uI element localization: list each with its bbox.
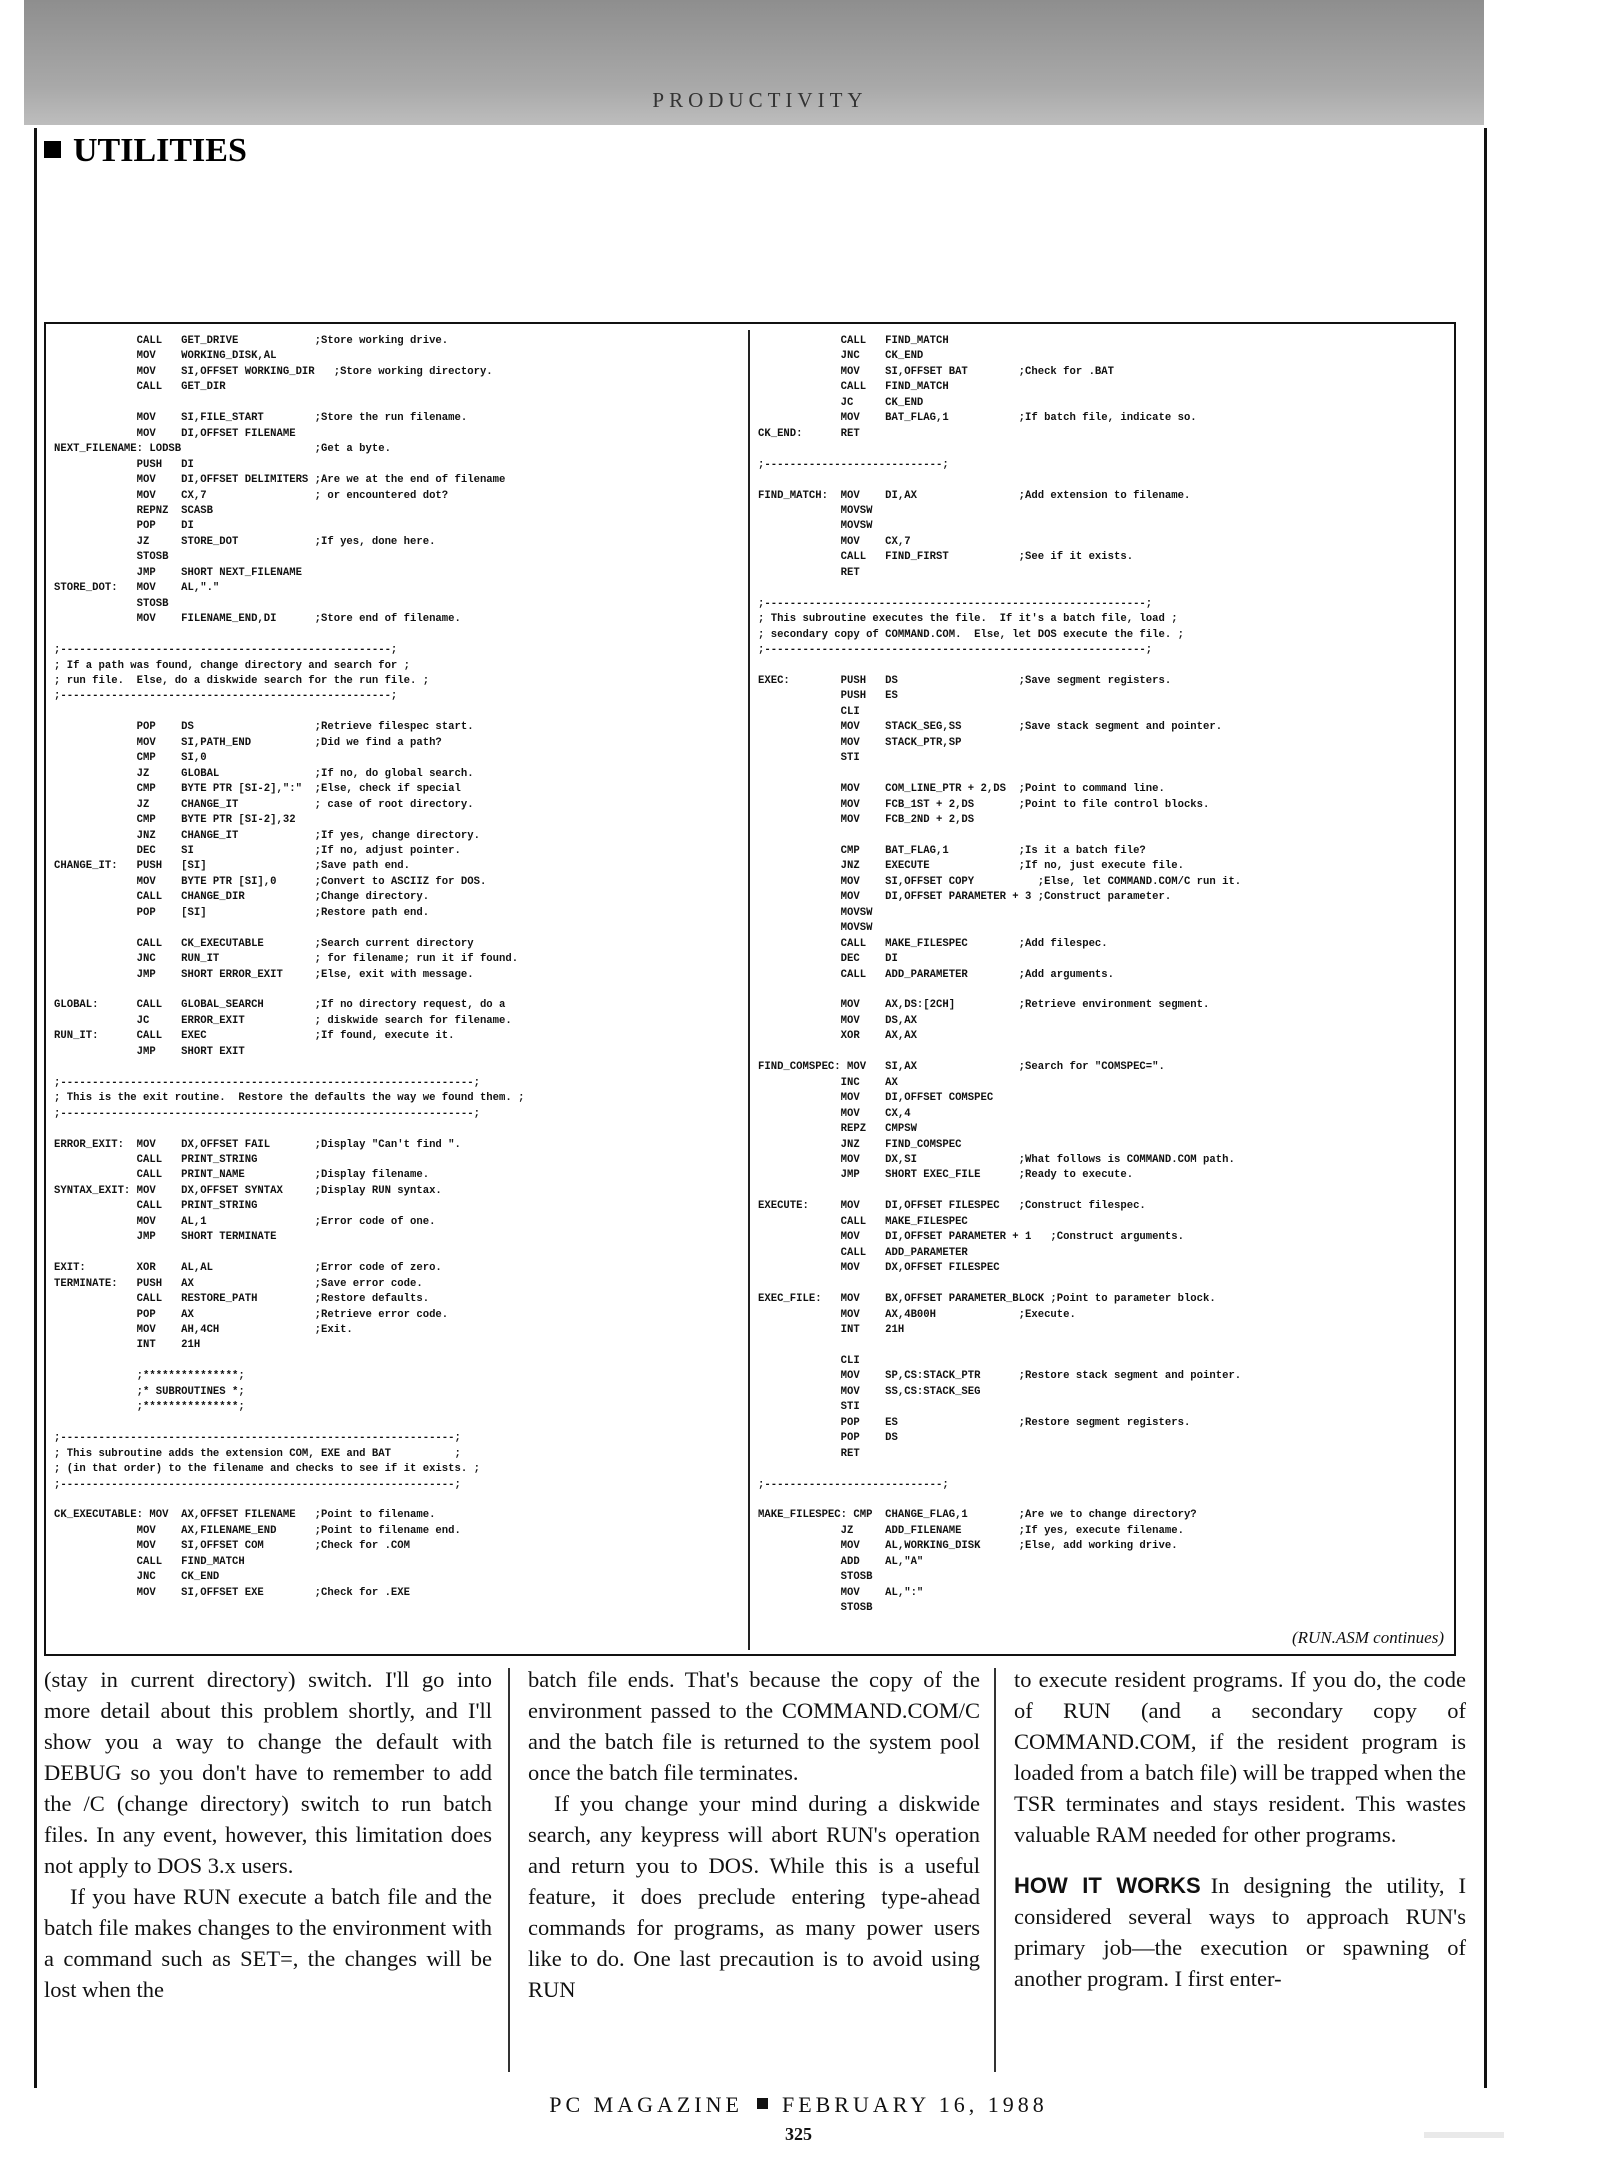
article-paragraph: If you change your mind during a diskwide search, any keypress will abort RUN's operation and return you to DOS. While this is a useful feature, it does preclude entering type-ahead commands for programs, as many power users like to do. One last precaution is to avoid using RUN bbox=[528, 1791, 980, 2002]
page-frame-left-rule bbox=[34, 128, 37, 2088]
page-number: 325 bbox=[785, 2124, 812, 2144]
code-listing-box bbox=[44, 322, 1456, 1656]
section-label: PRODUCTIVITY bbox=[652, 88, 868, 112]
code-listing-left-column: CALL GET_DRIVE ;Store working drive. MOV WORKING_DISK,AL MOV SI,OFFSET WORKING_DIR ;Store working directory. CALL GET_DIR MOV SI,FILE_START ;Store the run filename. MOV DI,OFFSET FILENAME NEXT_FILENAME: LODSB ;Get a byte. PUSH DI MOV DI,OFFSET DELIMITERS ;Are we at the end of filename MOV CX,7 ; or encountered dot? REPNZ SCASB POP DI JZ STORE_DOT ;If yes, done here. STOSB JMP SHORT NEXT_FILENAME STORE_DOT: MOV AL,"." STOSB MOV FILENAME_END,DI ;Store end of filename. ;----------------------------------------------------; ; If a path was found, change directory and search for ; ; run file. Else, do a diskwide search for the run file. ; ;----------------------------------------------------; POP DS ;Retrieve filespec start. MOV SI,PATH_END ;Did we find a path? CMP SI,0 JZ GLOBAL ;If no, do global search. CMP BYTE PTR [SI-2],":" ;Else, check if special JZ CHANGE_IT ; case of root directory. CMP BYTE PTR [SI-2],32 JNZ CHANGE_IT ;If yes, change directory. DEC SI ;If no, adjust pointer. CHANGE_IT: PUSH [SI] ;Save path end. MOV BYTE PTR [SI],0 ;Convert to ASCIIZ for DOS. CALL CHANGE_DIR ;Change directory. POP [SI] ;Restore path end. CALL CK_EXECUTABLE ;Search current directory JNC RUN_IT ; for filename; run it if found. JMP SHORT ERROR_EXIT ;Else, exit with message. GLOBAL: CALL GLOBAL_SEARCH ;If no directory request, do a JC ERROR_EXIT ; diskwide search for filename. RUN_IT: CALL EXEC ;If found, execute it. JMP SHORT EXIT ;-----------------------------------------------------------------; ; This is the exit routine. Restore the defaults the way we found them. ; ;-----------------------------------------------------------------; ERROR_EXIT: MOV DX,OFFSET FAIL ;Display "Can't find ". CALL PRINT_STRING CALL PRINT_NAME ;Display filename. SYNTAX_EXIT: MOV DX,OFFSET SYNTAX ;Display RUN syntax. CALL PRINT_STRING MOV AL,1 ;Error code of one. JMP SHORT TERMINATE EXIT: XOR AL,AL ;Error code of zero. TERMINATE: PUSH AX ;Save error code. CALL RESTORE_PATH ;Restore defaults. POP AX ;Retrieve error code. MOV AH,4CH ;Exit. INT 21H ;***************; ;* SUBROUTINES *; ;***************; ;--------------------------------------------------------------; ; This subroutine adds the extension COM, EXE and BAT ; ; (in that order) to the filename and checks to see if it exists. ; ;--------------------------------------------------------------; CK_EXECUTABLE: MOV AX,OFFSET FILENAME ;Point to filename. MOV AX,FILENAME_END ;Point to filename end. MOV SI,OFFSET COM ;Check for .COM CALL FIND_MATCH JNC CK_END MOV SI,OFFSET EXE ;Check for .EXE bbox=[54, 335, 525, 1599]
code-listing-right-column: CALL FIND_MATCH JNC CK_END MOV SI,OFFSET BAT ;Check for .BAT CALL FIND_MATCH JC CK_END MOV BAT_FLAG,1 ;If batch file, indicate so. CK_END: RET ;----------------------------; FIND_MATCH: MOV DI,AX ;Add extension to filename. MOVSW MOVSW MOV CX,7 CALL FIND_FIRST ;See if it exists. RET ;------------------------------------------------------------; ; This subroutine executes the file. If it's a batch file, load ; ; secondary copy of COMMAND.COM. Else, let DOS execute the file. ; ;------------------------------------------------------------; EXEC: PUSH DS ;Save segment registers. PUSH ES CLI MOV STACK_SEG,SS ;Save stack segment and pointer. MOV STACK_PTR,SP STI MOV COM_LINE_PTR + 2,DS ;Point to command line. MOV FCB_1ST + 2,DS ;Point to file control blocks. MOV FCB_2ND + 2,DS CMP BAT_FLAG,1 ;Is it a batch file? JNZ EXECUTE ;If no, just execute file. MOV SI,OFFSET COPY ;Else, let COMMAND.COM/C run it. MOV DI,OFFSET PARAMETER + 3 ;Construct parameter. MOVSW MOVSW CALL MAKE_FILESPEC ;Add filespec. DEC DI CALL ADD_PARAMETER ;Add arguments. MOV AX,DS:[2CH] ;Retrieve environment segment. MOV DS,AX XOR AX,AX FIND_COMSPEC: MOV SI,AX ;Search for "COMSPEC=". INC AX MOV DI,OFFSET COMSPEC MOV CX,4 REPZ CMPSW JNZ FIND_COMSPEC MOV DX,SI ;What follows is COMMAND.COM path. JMP SHORT EXEC_FILE ;Ready to execute. EXECUTE: MOV DI,OFFSET FILESPEC ;Construct filespec. CALL MAKE_FILESPEC MOV DI,OFFSET PARAMETER + 1 ;Construct arguments. CALL ADD_PARAMETER MOV DX,OFFSET FILESPEC EXEC_FILE: MOV BX,OFFSET PARAMETER_BLOCK ;Point to parameter block. MOV AX,4B00H ;Execute. INT 21H CLI MOV SP,CS:STACK_PTR ;Restore stack segment and pointer. MOV SS,CS:STACK_SEG STI POP ES ;Restore segment registers. POP DS RET ;----------------------------; MAKE_FILESPEC: CMP CHANGE_FLAG,1 ;Are we to change directory? JZ ADD_FILENAME ;If yes, execute filename. MOV AL,WORKING_DISK ;Else, add working drive. ADD AL,"A" STOSB MOV AL,":" STOSB bbox=[758, 335, 1242, 1615]
article-column-1 bbox=[44, 1664, 492, 2074]
subhead-how-it-works: HOW IT WORKS bbox=[1014, 1873, 1201, 1898]
article-paragraph bbox=[1014, 1870, 1466, 1994]
article-paragraph: If you have RUN execute a batch file and the batch file makes changes to the environment with a command such as SET=, the changes will be lost when the bbox=[44, 1884, 492, 2002]
article-paragraph: batch file ends. That's because the copy of the environment passed to the COMMAND.COM/C and the batch file is returned to the system pool once the batch file terminates. bbox=[528, 1667, 980, 1785]
column-rule bbox=[994, 1668, 996, 2072]
article-column-2 bbox=[528, 1664, 980, 2074]
page-footer bbox=[0, 2092, 1597, 2118]
article-paragraph: to execute resident programs. If you do, the code of RUN (and a secondary copy of COMMAND.COM, if the resident program is loaded from a batch file) will be trapped when the TSR terminates and stays resident. This wastes valuable RAM needed for other programs. bbox=[1014, 1667, 1466, 1847]
page-frame-right-rule bbox=[1484, 128, 1487, 2088]
footer-magazine-name: PC MAGAZINE bbox=[549, 2092, 743, 2117]
department-label: UTILITIES bbox=[73, 132, 247, 169]
bullet-square-icon bbox=[44, 141, 61, 158]
scan-artifact bbox=[1424, 2132, 1504, 2138]
footer-date: FEBRUARY 16, 1988 bbox=[781, 2092, 1048, 2117]
code-column-divider bbox=[748, 330, 750, 1650]
column-rule bbox=[508, 1668, 510, 2072]
footer-bullet-icon bbox=[757, 2098, 768, 2109]
article-paragraph: (stay in current directory) switch. I'll go into more detail about this problem shortly, and I'll show you a way to change the default with DEBUG so you don't have to remember to add the /C (change directory) switch to run batch files. In any event, however, this limitation does not apply to DOS 3.x users. bbox=[44, 1667, 492, 1878]
department-heading bbox=[44, 132, 247, 170]
article-column-3 bbox=[1014, 1664, 1466, 2074]
article-paragraph-text: In designing the utility, I considered several ways to approach RUN's primary job—the execution or spawning of another program. I first enter- bbox=[1014, 1873, 1466, 1991]
listing-continues-note: (RUN.ASM continues) bbox=[1291, 1628, 1444, 1647]
